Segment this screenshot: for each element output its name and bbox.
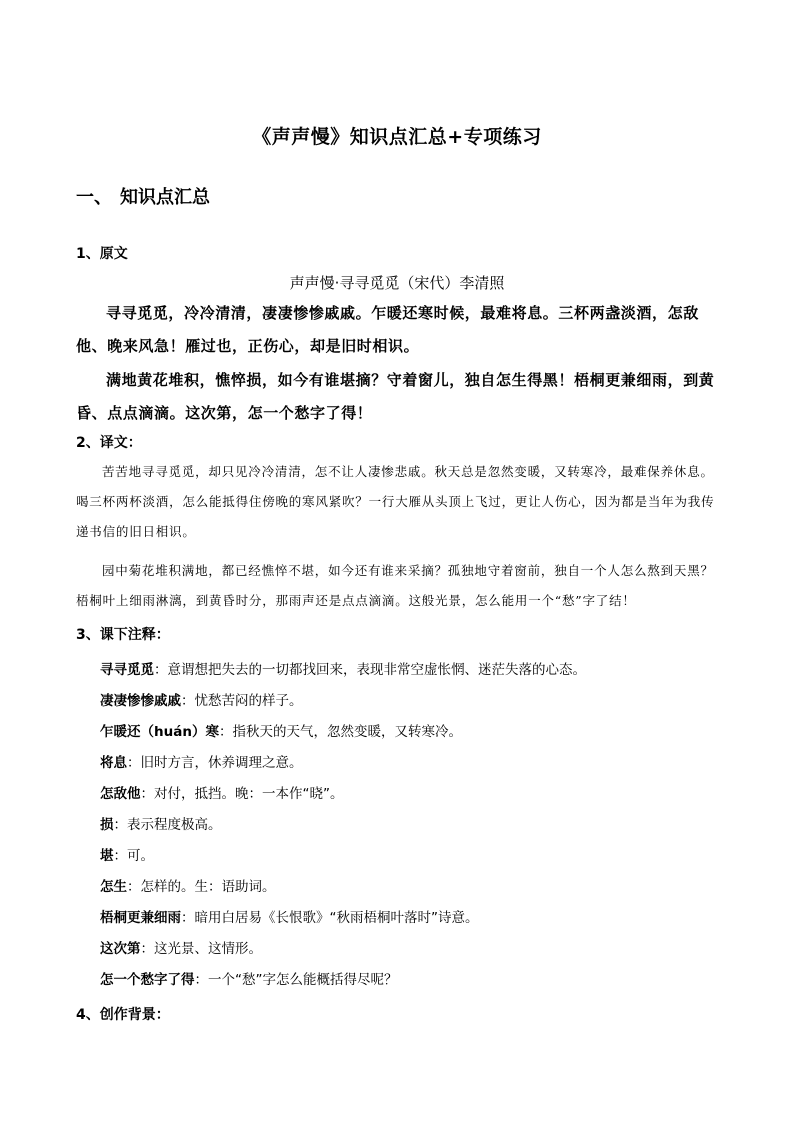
note-item [100,748,720,779]
note-term: 这次第 [100,941,141,957]
note-term: 将息 [100,755,127,771]
notes-list [100,655,720,996]
note-text: ：意谓想把失去的一切都找回来，表现非常空虚怅惘、迷茫失落的心态。 [154,662,586,678]
document-title: 《声声慢》知识点汇总+专项练习 [252,126,542,148]
note-text: ：这光景、这情形。 [140,941,262,957]
note-text: ：表示程度极高。 [113,817,222,833]
note-text: ：可。 [113,848,154,864]
poem-title: 声声慢·寻寻觅觅（宋代）李清照 [289,274,505,292]
note-item [100,872,720,903]
note-term: 怎一个愁字了得 [100,972,195,988]
note-term: 堪 [100,848,114,864]
subheading-background: 4、创作背景： [76,1007,170,1023]
note-term: 乍暖还（huán）寒 [100,724,219,740]
note-term: 凄凄惨惨戚戚 [100,693,181,709]
note-text: ：旧时方言，休养调理之意。 [127,755,303,771]
poem-paragraph-2: 满地黄花堆积，憔悴损，如今有谁堪摘？守着窗儿，独自怎生得黑！梧桐更兼细雨，到黄昏、点点滴滴。这次第，怎一个愁字了得！ [76,371,715,422]
note-item [100,655,720,686]
note-text: ：对付，抵挡。晚：一本作“晓”。 [140,786,344,802]
poem-paragraph-1: 寻寻觅觅，冷冷清清，凄凄惨惨戚戚。乍暖还寒时候，最难将息。三杯两盏淡酒，怎敌他、晚来风急！雁过也，正伤心，却是旧时相识。 [76,304,699,355]
note-text: ：指秋天的天气，忽然变暖，又转寒冷。 [218,724,462,740]
note-item [100,779,720,810]
note-text: ：忧愁苦闷的样子。 [181,693,303,709]
translation-paragraph-2: 园中菊花堆积满地，都已经憔悴不堪，如今还有谁来采摘？孤独地守着窗前，独自一个人怎么熬到天黑？梧桐叶上细雨淋漓，到黄昏时分，那雨声还是点点滴滴。这般光景，怎么能用一个“愁”字了结！ [76,563,714,608]
note-item [100,965,720,996]
section-heading-knowledge [76,183,210,209]
note-text: ：暗用白居易《长恨歌》“秋雨梧桐叶落时”诗意。 [181,910,479,926]
translation-paragraph-1: 苦苦地寻寻觅觅，却只见冷冷清清，怎不让人凄惨悲戚。秋天总是忽然变暖，又转寒冷，最难保养休息。喝三杯两杯淡酒，怎么能抵得住傍晚的寒风紧吹？一行大雁从头顶上飞过，更让人伤心，因为都是当年为我传递书信的旧日相识。 [76,464,715,539]
note-item [100,934,720,965]
note-term: 损 [100,817,114,833]
subheading-original-text: 1、原文 [76,246,128,262]
subheading-notes: 3、课下注释： [76,627,170,643]
note-text: ：一个“愁”字怎么能概括得尽呢？ [194,972,398,988]
section-number: 一、 [76,187,112,208]
note-term: 梧桐更兼细雨 [100,910,181,926]
note-item [100,903,720,934]
note-term: 寻寻觅觅 [100,662,154,678]
note-item [100,810,720,841]
note-item [100,717,720,748]
note-text: ：怎样的。生：语助词。 [127,879,276,895]
section-label: 知识点汇总 [120,187,210,208]
note-item [100,841,720,872]
note-term: 怎敌他 [100,786,141,802]
note-term: 怎生 [100,879,127,895]
note-item [100,686,720,717]
subheading-translation: 2、译文： [76,435,142,451]
